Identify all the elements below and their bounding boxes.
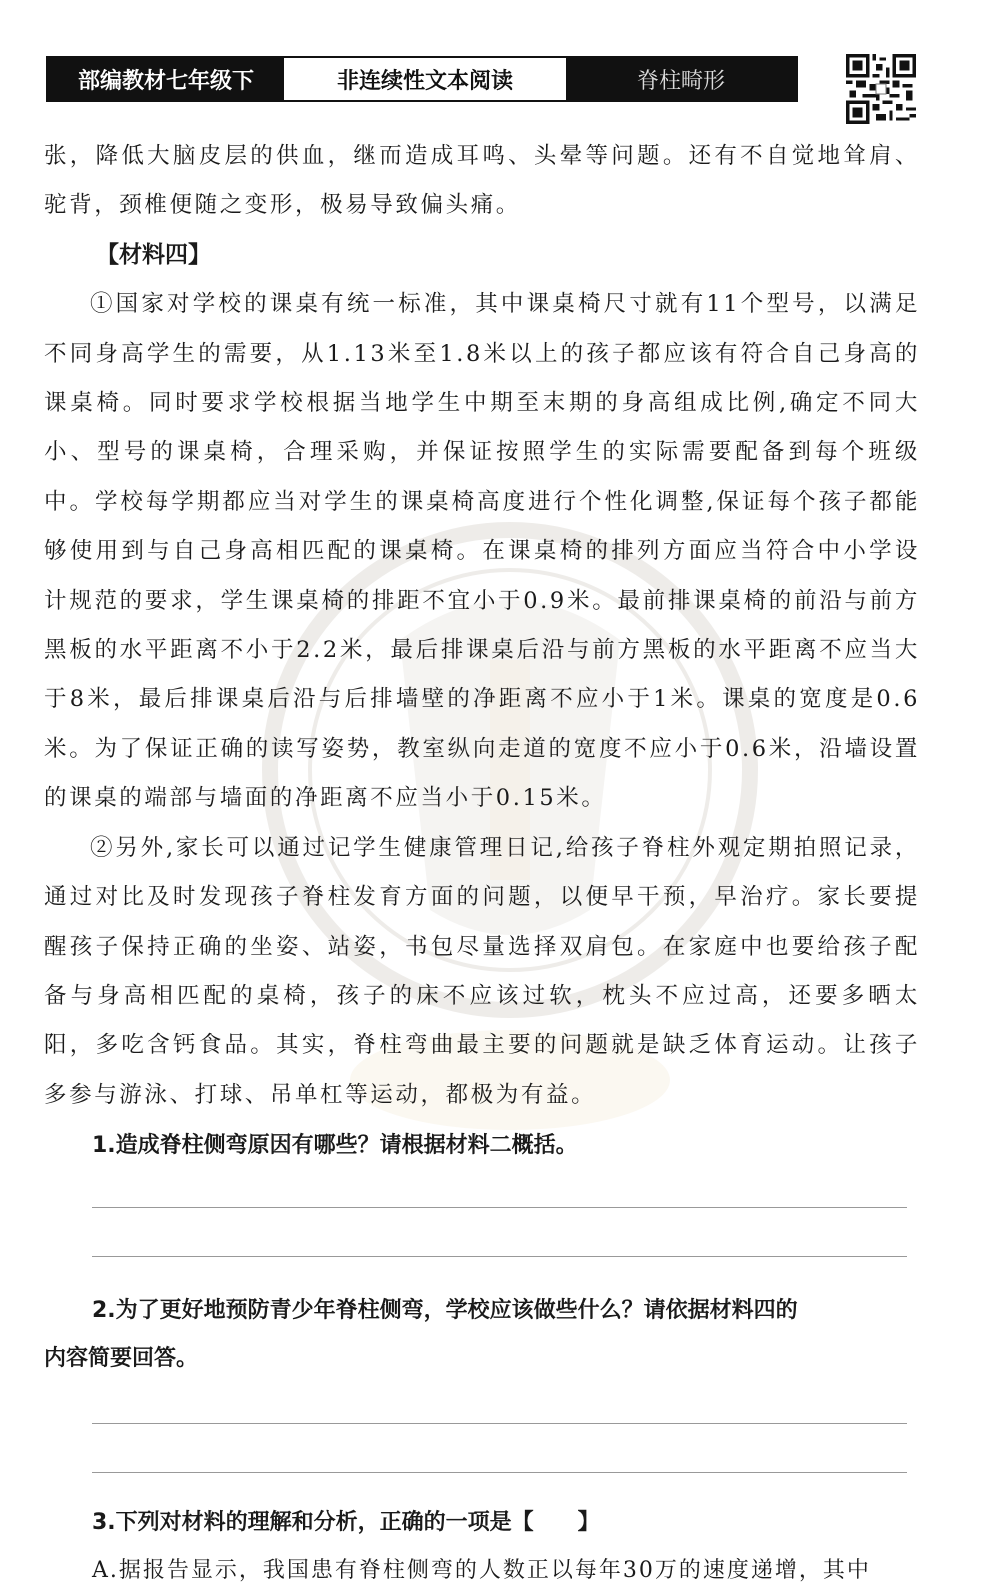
material-four-paragraph-1: ①国家对学校的课桌有统一标准，其中课桌椅尺寸就有11个型号，以满足不同身高学生的需要，从1.13米至1.8米以上的孩子都应该有符合自己身高的课桌椅。同时要求学校根据当地学生中期至末期的身高组成比例,确定不同大小、型号的课桌椅，合理采购，并保证按照学生的实际需要配备到每个班级中。学校每学期都应当对学生的课桌椅高度进行个性化调整,保证每个孩子都能够使用到与自己身高相匹配的课桌椅。在课桌椅的排列方面应当符合中小学设计规范的要求，学生课桌椅的排距不宜小于0.9米。最前排课桌椅的前沿与前方黑板的水平距离不小于2.2米，最后排课桌后沿与前方黑板的水平距离不应当大于8米，最后排课桌后沿与后排墙壁的净距离不应小于1米。课桌的宽度是0.6米。为了保证正确的读写姿势，教室纵向走道的宽度不应小于0.6米，沿墙设置的课桌的端部与墙面的净距离不应当小于0.15米。 [44,291,920,812]
header-grade-label: 部编教材七年级下 [48,58,284,100]
header-bar [46,56,798,102]
intro-paragraph: 张，降低大脑皮层的供血，继而造成耳鸣、头晕等问题。还有不自觉地耸肩、驼背，颈椎便随之变形，极易导致偏头痛。 [44,143,920,219]
section-title-material-four: 【材料四】 [96,241,211,268]
header-topic-label: 非连续性文本阅读 [284,58,566,100]
question-2-line-1: 2.为了更好地预防青少年脊柱侧弯，学校应该做些什么？请依据材料四的 [92,1298,798,1324]
question-3: 3.下列对材料的理解和分析，正确的一项是【 】 [92,1510,600,1536]
material-four-paragraph-2: ②另外,家长可以通过记学生健康管理日记,给孩子脊柱外观定期拍照记录，通过对比及时发现孩子脊柱发育方面的问题，以便早干预，早治疗。家长要提醒孩子保持正确的坐姿、站姿，书包尽量选择双肩包。在家庭中也要给孩子配备与身高相匹配的桌椅，孩子的床不应该过软，枕头不应过高，还要多晒太阳，多吃含钙食品。其实，脊柱弯曲最主要的问题就是缺乏体育运动。让孩子多参与游泳、打球、吊单杠等运动，都极为有益。 [44,834,920,1108]
header-subject-label: 脊柱畸形 [566,58,796,100]
question-1: 1.造成脊柱侧弯原因有哪些？请根据材料二概括。 [92,1133,578,1159]
qr-code-icon[interactable] [846,54,916,124]
document-body [44,132,920,1595]
option-a: A.据报告显示，我国患有脊柱侧弯的人数正以每年30万的速度递增，其中 [92,1558,871,1584]
question-2-line-2: 内容简要回答。 [44,1346,199,1372]
